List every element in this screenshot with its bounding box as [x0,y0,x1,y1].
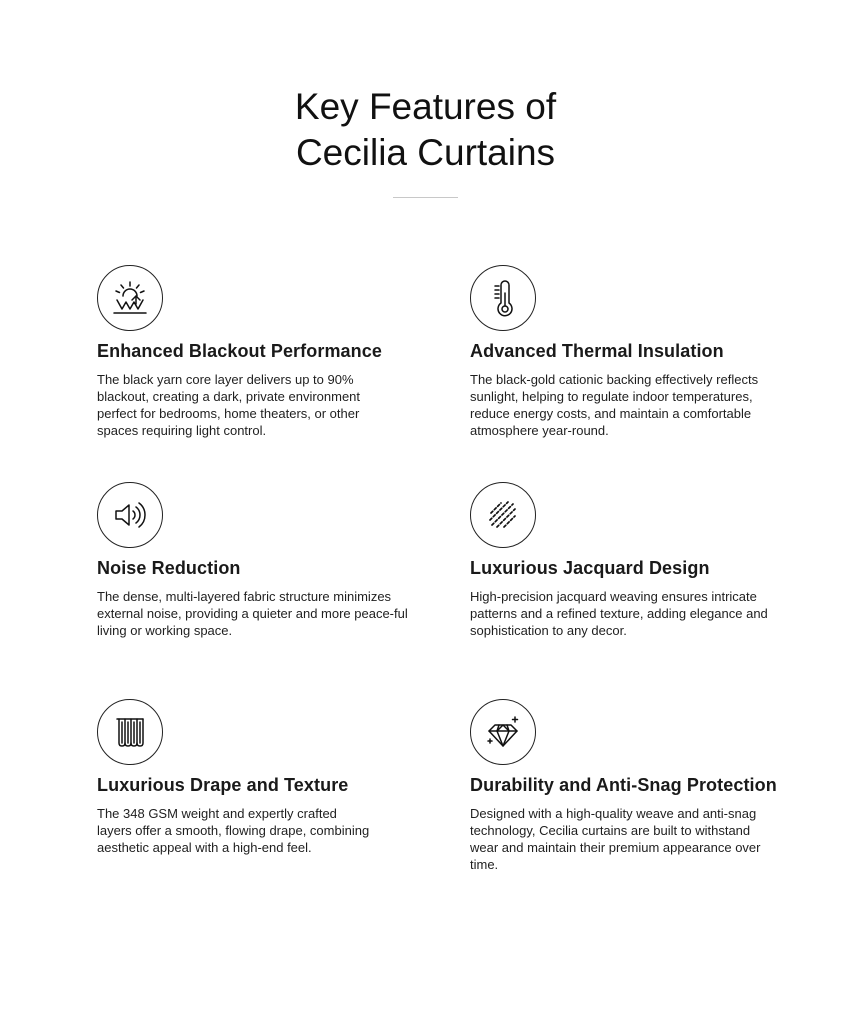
feature-thermal [470,265,800,438]
feature-blackout [97,265,427,438]
feature-description: The black-gold cationic backing effectively reflects sunlight, helping to regulate indoor temperatures, reduce energy costs, and maintain a comfortable atmosphere year-round. [470,372,759,438]
page-title-line-1: Key Features of [294,86,557,127]
feature-title: Durability and Anti-Snag Protection [470,775,777,795]
feature-jacquard [470,482,800,638]
feature-noise [97,482,427,638]
feature-title: Luxurious Jacquard Design [470,558,710,578]
thermometer-icon [470,265,536,331]
feature-description: The dense, multi-layered fabric structure minimizes external noise, providing a quieter and more peace-ful living or working space. [97,589,408,638]
feature-description: Designed with a high-quality weave and anti-snag technology, Cecilia curtains are built to withstand wear and maintain their premium appearance over time. [470,806,761,872]
title-divider [393,197,458,198]
blackout-sun-icon [97,265,163,331]
feature-title: Noise Reduction [97,558,241,578]
page-title-line-2: Cecilia Curtains [295,132,556,173]
feature-description: The black yarn core layer delivers up to 90% blackout, creating a dark, private environment perfect for bedrooms, home theaters, or other spaces requiring light control. [97,372,361,438]
diamond-icon [470,699,536,765]
curtain-drape-icon [97,699,163,765]
feature-title: Advanced Thermal Insulation [470,341,724,361]
feature-title: Luxurious Drape and Texture [97,775,349,795]
jacquard-pattern-icon [470,482,536,548]
feature-durability [470,699,800,872]
speaker-sound-icon [97,482,163,548]
page-title [0,84,851,176]
feature-title: Enhanced Blackout Performance [97,341,382,361]
feature-drape [97,699,427,855]
feature-description: High-precision jacquard weaving ensures intricate patterns and a refined texture, adding elegance and sophistication to any decor. [470,589,768,638]
feature-description: The 348 GSM weight and expertly crafted layers offer a smooth, flowing drape, combining aesthetic appeal with a high-end feel. [97,806,370,855]
